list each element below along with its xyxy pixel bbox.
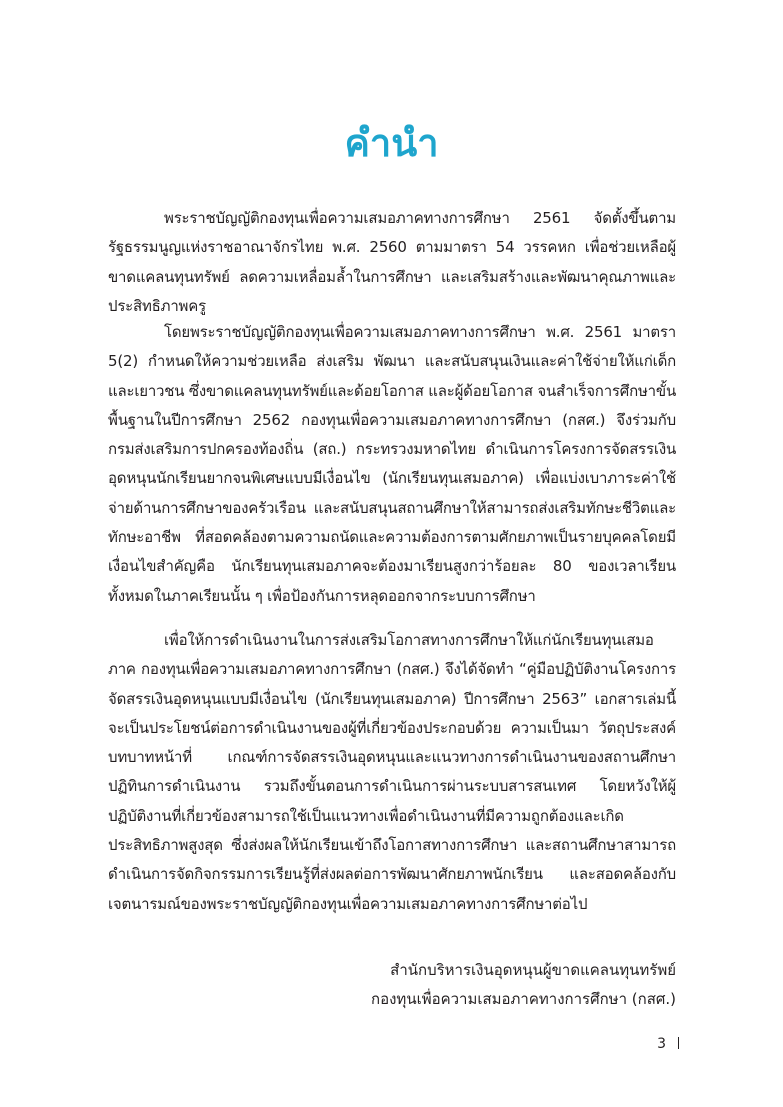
signature-office: สำนักบริหารเงินอุดหนุนผู้ขาดแคลนทุนทรัพย์ (390, 961, 676, 979)
signature-organization: กองทุนเพื่อความเสมอภาคทางการศึกษา (กสศ.) (371, 990, 676, 1008)
page-number-divider (678, 1037, 679, 1049)
signature-block (371, 956, 676, 1014)
page-title: คำนำ (344, 121, 439, 165)
page-number-footer (657, 1034, 679, 1054)
paragraph-2-text: โดยพระราชบัญญัติกองทุนเพื่อความเสมอภาคทางการศึกษา พ.ศ. 2561 มาตรา 5(2) กำหนดให้ความช่วยเหลือ ส่งเสริม พัฒนา และสนับสนุนเงินและค่าใช้จ่ายให้แก่เด็กและเยาวชน ซึ่งขาดแคลนทุนทรัพย์และด้อยโอกาส และผู้ด้อยโอกาส จนสำเร็จการศึกษาขั้นพื้นฐานในปีการศึกษา 2562 กองทุนเพื่อความเสมอภาคทางการศึกษา (กสศ.) จึงร่วมกับกรมส่งเสริมการปกครองท้องถิ่น (สถ.) กระทรวงมหาดไทย ดำเนินการโครงการจัดสรรเงินอุดหนุนนักเรียนยากจนพิเศษแบบมีเงื่อนไข (นักเรียนทุนเสมอภาค) เพื่อแบ่งเบาภาระค่าใช้จ่ายด้านการศึกษาของครัวเรือน และสนับสนุนสถานศึกษาให้สามารถส่งเสริมทักษะชีวิตและทักษะอาชีพ ที่สอดคล้องตามความถนัดและความต้องการตามศักยภาพเป็นรายบุคคลโดยมีเงื่อนไขสำคัญคือ นักเรียนทุนเสมอภาคจะต้องมาเรียนสูงกว่าร้อยละ 80 ของเวลาเรียนทั้งหมดในภาคเรียนนั้น ๆ เพื่อป้องกันการหลุดออกจากระบบการศึกษา (108, 323, 676, 605)
page-number: 3 (657, 1036, 666, 1052)
paragraph-1-text: พระราชบัญญัติกองทุนเพื่อความเสมอภาคทางการศึกษา 2561 จัดตั้งขึ้นตามรัฐธรรมนูญแห่งราชอาณาจักรไทย พ.ศ. 2560 ตามมาตรา 54 วรรคหก เพื่อช่วยเหลือผู้ขาดแคลนทุนทรัพย์ ลดความเหลื่อมล้ำในการศึกษา และเสริมสร้างและพัฒนาคุณภาพและประสิทธิภาพครู (108, 209, 676, 315)
paragraph-3 (108, 626, 676, 919)
paragraph-2 (108, 318, 676, 611)
paragraph-1 (108, 204, 676, 321)
paragraph-3-text: เพื่อให้การดำเนินงานในการส่งเสริมโอกาสทางการศึกษาให้แก่นักเรียนทุนเสมอภาค กองทุนเพื่อความเสมอภาคทางการศึกษา (กสศ.) จึงได้จัดทำ “คู่มือปฏิบัติงานโครงการจัดสรรเงินอุดหนุนแบบมีเงื่อนไข (นักเรียนทุนเสมอภาค) ปีการศึกษา 2563” เอกสารเล่มนี้จะเป็นประโยชน์ต่อการดำเนินงานของผู้ที่เกี่ยวข้องประกอบด้วย ความเป็นมา วัตถุประสงค์ บทบาทหน้าที่ เกณฑ์การจัดสรรเงินอุดหนุนและแนวทางการดำเนินงานของสถานศึกษา ปฏิทินการดำเนินงาน รวมถึงขั้นตอนการดำเนินการผ่านระบบสารสนเทศ โดยหวังให้ผู้ปฏิบัติงานที่เกี่ยวข้องสามารถใช้เป็นแนวทางเพื่อดำเนินงานที่มีความถูกต้องและเกิดประสิทธิภาพสูงสุด ซึ่งส่งผลให้นักเรียนเข้าถึงโอกาสทางการศึกษา และสถานศึกษาสามารถดำเนินการจัดกิจกรรมการเรียนรู้ที่ส่งผลต่อการพัฒนาศักยภาพนักเรียน และสอดคล้องกับเจตนารมณ์ของพระราชบัญญัติกองทุนเพื่อความเสมอภาคทางการศึกษาต่อไป (108, 631, 676, 913)
